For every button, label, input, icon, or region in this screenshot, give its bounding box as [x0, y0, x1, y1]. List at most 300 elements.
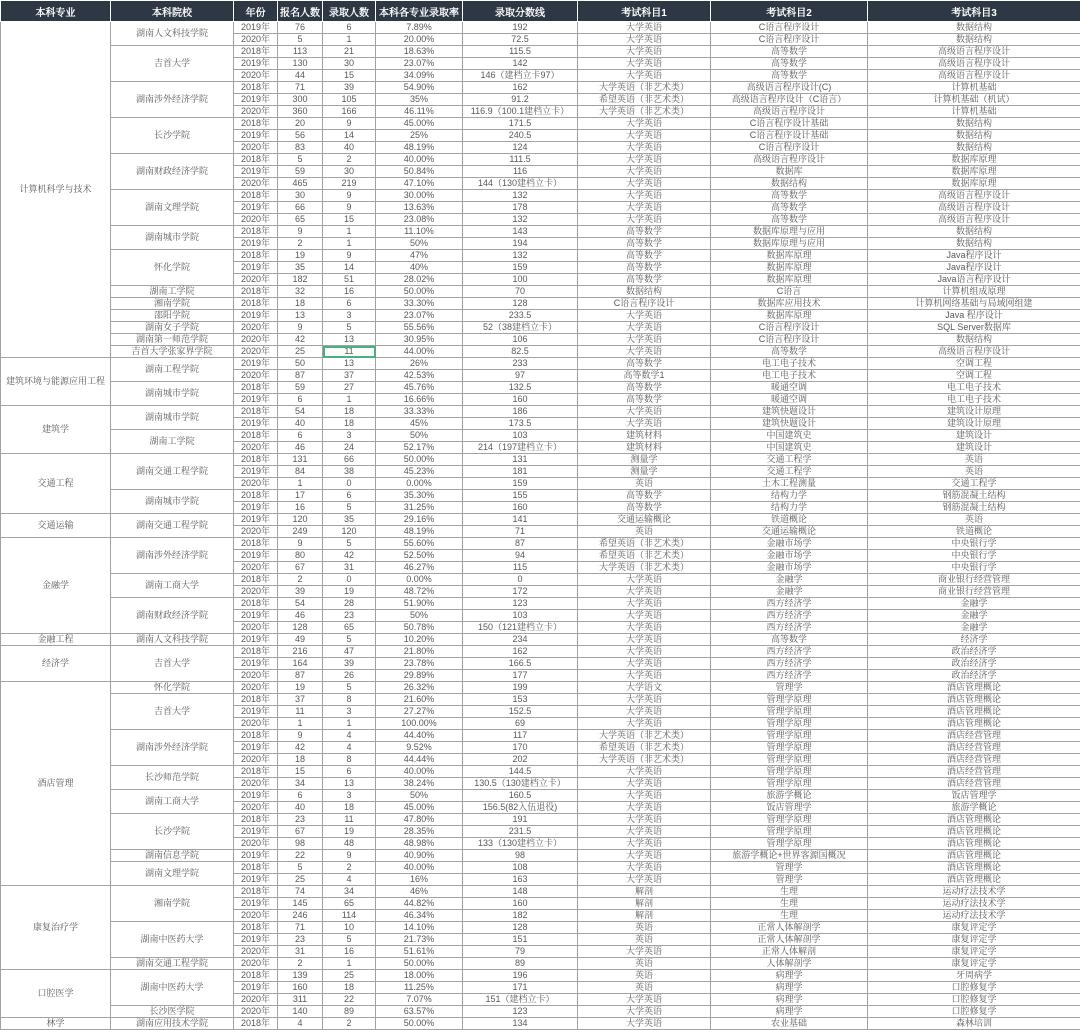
- applicants-cell[interactable]: 113: [278, 46, 323, 58]
- subject2-cell[interactable]: C语言程序设计: [711, 334, 868, 346]
- rate-cell[interactable]: 38.24%: [376, 778, 463, 790]
- subject2-cell[interactable]: 中国建筑史: [711, 442, 868, 454]
- subject1-cell[interactable]: 大学英语: [578, 850, 711, 862]
- subject3-cell[interactable]: 酒店管理概论: [868, 862, 1080, 874]
- scoreline-cell[interactable]: 94: [463, 550, 578, 562]
- subject1-cell[interactable]: 大学英语: [578, 22, 711, 34]
- subject2-cell[interactable]: 高等数学: [711, 202, 868, 214]
- year-cell[interactable]: 2018年: [234, 190, 278, 202]
- subject2-cell[interactable]: 正常人体解剖学: [711, 934, 868, 946]
- subject3-cell[interactable]: 中央银行学: [868, 562, 1080, 574]
- scoreline-cell[interactable]: 134: [463, 1018, 578, 1030]
- subject3-cell[interactable]: 计算机组成原理: [868, 286, 1080, 298]
- rate-cell[interactable]: 47%: [376, 250, 463, 262]
- scoreline-cell[interactable]: 151（建档立卡）: [463, 994, 578, 1006]
- rate-cell[interactable]: 45.00%: [376, 802, 463, 814]
- rate-cell[interactable]: 7.89%: [376, 22, 463, 34]
- applicants-cell[interactable]: 4: [278, 1018, 323, 1030]
- subject2-cell[interactable]: 高等数学: [711, 346, 868, 358]
- subject3-cell[interactable]: 商业银行经营管理: [868, 574, 1080, 586]
- subject3-cell[interactable]: 数据结构: [868, 226, 1080, 238]
- major-cell[interactable]: 计算机科学与技术: [1, 22, 111, 358]
- scoreline-cell[interactable]: 163: [463, 874, 578, 886]
- admitted-cell[interactable]: 30: [323, 166, 376, 178]
- subject3-cell[interactable]: 数据库原理: [868, 178, 1080, 190]
- scoreline-cell[interactable]: 79: [463, 946, 578, 958]
- subject2-cell[interactable]: 金融学: [711, 574, 868, 586]
- subject1-cell[interactable]: 高等数学: [578, 250, 711, 262]
- scoreline-cell[interactable]: 123: [463, 598, 578, 610]
- scoreline-cell[interactable]: 153: [463, 694, 578, 706]
- applicants-cell[interactable]: 5: [278, 34, 323, 46]
- subject1-cell[interactable]: 大学英语: [578, 598, 711, 610]
- subject1-cell[interactable]: 大学英语: [578, 166, 711, 178]
- school-cell[interactable]: 湖南人文科技学院: [111, 22, 234, 46]
- year-cell[interactable]: 2018年: [234, 766, 278, 778]
- scoreline-cell[interactable]: 171.5: [463, 118, 578, 130]
- applicants-cell[interactable]: 65: [278, 214, 323, 226]
- year-cell[interactable]: 2019年: [234, 706, 278, 718]
- subject1-cell[interactable]: 英语: [578, 970, 711, 982]
- applicants-cell[interactable]: 30: [278, 190, 323, 202]
- school-cell[interactable]: 湖南财政经济学院: [111, 154, 234, 190]
- subject2-cell[interactable]: 交通工程学: [711, 466, 868, 478]
- subject1-cell[interactable]: 大学英语: [578, 622, 711, 634]
- school-cell[interactable]: 湖南交通工程学院: [111, 958, 234, 970]
- subject1-cell[interactable]: 高等数学: [578, 238, 711, 250]
- subject1-cell[interactable]: 大学英语: [578, 706, 711, 718]
- scoreline-cell[interactable]: 71: [463, 526, 578, 538]
- subject2-cell[interactable]: C语言程序设计: [711, 322, 868, 334]
- subject1-cell[interactable]: 高等数学: [578, 394, 711, 406]
- admitted-cell[interactable]: 6: [323, 490, 376, 502]
- rate-cell[interactable]: 25%: [376, 130, 463, 142]
- scoreline-cell[interactable]: 182: [463, 910, 578, 922]
- subject3-cell[interactable]: 商业银行经营管理: [868, 586, 1080, 598]
- rate-cell[interactable]: 0.00%: [376, 574, 463, 586]
- subject1-cell[interactable]: 高等数学: [578, 502, 711, 514]
- subject1-cell[interactable]: 大学英语（非艺术类）: [578, 754, 711, 766]
- scoreline-cell[interactable]: 100: [463, 274, 578, 286]
- rate-cell[interactable]: 44.40%: [376, 730, 463, 742]
- admitted-cell[interactable]: 9: [323, 850, 376, 862]
- major-cell[interactable]: 酒店管理: [1, 682, 111, 886]
- rate-cell[interactable]: 40.90%: [376, 850, 463, 862]
- subject2-cell[interactable]: 管理学原理: [711, 838, 868, 850]
- subject2-cell[interactable]: 旅游学概论+世界客源国概况: [711, 850, 868, 862]
- school-cell[interactable]: 湖南工商大学: [111, 574, 234, 598]
- scoreline-cell[interactable]: 116: [463, 166, 578, 178]
- school-cell[interactable]: 湖南应用技术学院: [111, 1018, 234, 1030]
- applicants-cell[interactable]: 16: [278, 502, 323, 514]
- school-cell[interactable]: 长沙学院: [111, 118, 234, 154]
- year-cell[interactable]: 2020年: [234, 346, 278, 358]
- rate-cell[interactable]: 50%: [376, 610, 463, 622]
- subject2-cell[interactable]: 饭店管理学: [711, 802, 868, 814]
- school-cell[interactable]: 湖南城市学院: [111, 226, 234, 250]
- scoreline-cell[interactable]: 115.5: [463, 46, 578, 58]
- school-cell[interactable]: 湖南财政经济学院: [111, 598, 234, 634]
- applicants-cell[interactable]: 9: [278, 322, 323, 334]
- admitted-cell[interactable]: 4: [323, 730, 376, 742]
- subject2-cell[interactable]: 西方经济学: [711, 670, 868, 682]
- subject2-cell[interactable]: 生理: [711, 910, 868, 922]
- subject1-cell[interactable]: 测量学: [578, 454, 711, 466]
- admitted-cell[interactable]: 10: [323, 922, 376, 934]
- year-cell[interactable]: 2019年: [234, 58, 278, 70]
- subject2-cell[interactable]: C语言程序设计: [711, 22, 868, 34]
- rate-cell[interactable]: 10.20%: [376, 634, 463, 646]
- rate-cell[interactable]: 50.00%: [376, 1018, 463, 1030]
- applicants-cell[interactable]: 300: [278, 94, 323, 106]
- subject3-cell[interactable]: 电工电子技术: [868, 394, 1080, 406]
- subject1-cell[interactable]: 大学英语: [578, 646, 711, 658]
- subject1-cell[interactable]: 大学英语: [578, 574, 711, 586]
- subject1-cell[interactable]: 大学英语: [578, 862, 711, 874]
- applicants-cell[interactable]: 56: [278, 130, 323, 142]
- school-cell[interactable]: 湖南信息学院: [111, 850, 234, 862]
- rate-cell[interactable]: 14.10%: [376, 922, 463, 934]
- rate-cell[interactable]: 46.34%: [376, 910, 463, 922]
- applicants-cell[interactable]: 44: [278, 70, 323, 82]
- applicants-cell[interactable]: 49: [278, 634, 323, 646]
- applicants-cell[interactable]: 6: [278, 394, 323, 406]
- applicants-cell[interactable]: 71: [278, 82, 323, 94]
- admitted-cell[interactable]: 21: [323, 46, 376, 58]
- subject2-cell[interactable]: 数据库原理与应用: [711, 238, 868, 250]
- subject3-cell[interactable]: 英语: [868, 514, 1080, 526]
- subject2-cell[interactable]: 管理学原理: [711, 826, 868, 838]
- subject2-cell[interactable]: 管理学原理: [711, 766, 868, 778]
- rate-cell[interactable]: 50%: [376, 238, 463, 250]
- admitted-cell[interactable]: 4: [323, 874, 376, 886]
- year-cell[interactable]: 2020年: [234, 958, 278, 970]
- subject1-cell[interactable]: 大学英语: [578, 766, 711, 778]
- scoreline-cell[interactable]: 117: [463, 730, 578, 742]
- scoreline-cell[interactable]: 170: [463, 742, 578, 754]
- applicants-cell[interactable]: 83: [278, 142, 323, 154]
- subject3-cell[interactable]: 酒店管理概论: [868, 874, 1080, 886]
- subject1-cell[interactable]: 大学英语（非艺术类）: [578, 106, 711, 118]
- year-cell[interactable]: 2020年: [234, 478, 278, 490]
- scoreline-cell[interactable]: 172: [463, 586, 578, 598]
- subject2-cell[interactable]: 高等数学: [711, 634, 868, 646]
- rate-cell[interactable]: 45.23%: [376, 466, 463, 478]
- year-cell[interactable]: 2018年: [234, 286, 278, 298]
- subject1-cell[interactable]: 大学英语: [578, 670, 711, 682]
- subject2-cell[interactable]: 数据库原理: [711, 310, 868, 322]
- scoreline-cell[interactable]: 192: [463, 22, 578, 34]
- year-cell[interactable]: 2019年: [234, 934, 278, 946]
- subject2-cell[interactable]: C语言程序设计: [711, 34, 868, 46]
- subject3-cell[interactable]: 数据结构: [868, 34, 1080, 46]
- subject2-cell[interactable]: 西方经济学: [711, 598, 868, 610]
- subject1-cell[interactable]: 大学英语: [578, 718, 711, 730]
- year-cell[interactable]: 2018年: [234, 970, 278, 982]
- subject2-cell[interactable]: 金融市场学: [711, 562, 868, 574]
- admitted-cell[interactable]: 1: [323, 238, 376, 250]
- subject1-cell[interactable]: 大学英语（非艺术类）: [578, 82, 711, 94]
- rate-cell[interactable]: 23.07%: [376, 310, 463, 322]
- subject2-cell[interactable]: 管理学原理: [711, 778, 868, 790]
- subject3-cell[interactable]: 建筑设计原理: [868, 418, 1080, 430]
- year-cell[interactable]: 2019年: [234, 850, 278, 862]
- admitted-cell[interactable]: 0: [323, 478, 376, 490]
- subject2-cell[interactable]: 高级语言程序设计: [711, 106, 868, 118]
- school-cell[interactable]: 长沙学院: [111, 814, 234, 850]
- admitted-cell[interactable]: 27: [323, 382, 376, 394]
- school-cell[interactable]: 湖南城市学院: [111, 382, 234, 406]
- year-cell[interactable]: 2018年: [234, 598, 278, 610]
- year-cell[interactable]: 2019年: [234, 358, 278, 370]
- subject1-cell[interactable]: 大学英语: [578, 610, 711, 622]
- applicants-cell[interactable]: 37: [278, 694, 323, 706]
- applicants-cell[interactable]: 6: [278, 430, 323, 442]
- subject2-cell[interactable]: 管理学原理: [711, 742, 868, 754]
- year-cell[interactable]: 2020年: [234, 526, 278, 538]
- rate-cell[interactable]: 18.00%: [376, 970, 463, 982]
- year-cell[interactable]: 2019年: [234, 130, 278, 142]
- subject2-cell[interactable]: 西方经济学: [711, 622, 868, 634]
- admitted-cell[interactable]: 39: [323, 658, 376, 670]
- rate-cell[interactable]: 52.50%: [376, 550, 463, 562]
- subject1-cell[interactable]: 大学英语: [578, 994, 711, 1006]
- subject1-cell[interactable]: 英语: [578, 526, 711, 538]
- admitted-cell[interactable]: 114: [323, 910, 376, 922]
- scoreline-cell[interactable]: 196: [463, 970, 578, 982]
- rate-cell[interactable]: 45%: [376, 418, 463, 430]
- year-cell[interactable]: 2020年: [234, 670, 278, 682]
- scoreline-cell[interactable]: 98: [463, 850, 578, 862]
- subject3-cell[interactable]: 牙周病学: [868, 970, 1080, 982]
- subject2-cell[interactable]: 生理: [711, 886, 868, 898]
- admitted-cell[interactable]: 166: [323, 106, 376, 118]
- admitted-cell[interactable]: 0: [323, 574, 376, 586]
- subject3-cell[interactable]: 金融学: [868, 622, 1080, 634]
- subject3-cell[interactable]: 酒店经营管理: [868, 778, 1080, 790]
- scoreline-cell[interactable]: 72.5: [463, 34, 578, 46]
- subject2-cell[interactable]: 正常人体解剖学: [711, 922, 868, 934]
- subject1-cell[interactable]: 大学英语: [578, 142, 711, 154]
- school-cell[interactable]: 湖南城市学院: [111, 406, 234, 430]
- year-cell[interactable]: 2019年: [234, 658, 278, 670]
- rate-cell[interactable]: 20.00%: [376, 34, 463, 46]
- subject2-cell[interactable]: C语言: [711, 286, 868, 298]
- subject1-cell[interactable]: 高等数学: [578, 358, 711, 370]
- subject3-cell[interactable]: 经济学: [868, 634, 1080, 646]
- admitted-cell[interactable]: 23: [323, 610, 376, 622]
- applicants-cell[interactable]: 140: [278, 1006, 323, 1018]
- subject3-cell[interactable]: 酒店管理概论: [868, 718, 1080, 730]
- subject3-cell[interactable]: 酒店经营管理: [868, 754, 1080, 766]
- subject3-cell[interactable]: 建筑设计原理: [868, 406, 1080, 418]
- scoreline-cell[interactable]: 146（建档立卡97）: [463, 70, 578, 82]
- school-cell[interactable]: 湖南女子学院: [111, 322, 234, 334]
- subject3-cell[interactable]: Java程序设计: [868, 250, 1080, 262]
- year-cell[interactable]: 2019年: [234, 790, 278, 802]
- subject1-cell[interactable]: 大学英语: [578, 154, 711, 166]
- year-cell[interactable]: 2020年: [234, 370, 278, 382]
- scoreline-cell[interactable]: 194: [463, 238, 578, 250]
- subject1-cell[interactable]: 大学英语: [578, 778, 711, 790]
- rate-cell[interactable]: 21.73%: [376, 934, 463, 946]
- subject2-cell[interactable]: 西方经济学: [711, 646, 868, 658]
- major-cell[interactable]: 金融学: [1, 538, 111, 634]
- rate-cell[interactable]: 42.53%: [376, 370, 463, 382]
- rate-cell[interactable]: 45.76%: [376, 382, 463, 394]
- admitted-cell[interactable]: 5: [323, 634, 376, 646]
- applicants-cell[interactable]: 84: [278, 466, 323, 478]
- year-cell[interactable]: 2020年: [234, 682, 278, 694]
- scoreline-cell[interactable]: 202: [463, 754, 578, 766]
- subject1-cell[interactable]: 大学英语: [578, 418, 711, 430]
- year-cell[interactable]: 2019年: [234, 238, 278, 250]
- subject3-cell[interactable]: 数据结构: [868, 130, 1080, 142]
- applicants-cell[interactable]: 360: [278, 106, 323, 118]
- subject3-cell[interactable]: 高级语言程序设计: [868, 346, 1080, 358]
- subject2-cell[interactable]: 数据结构: [711, 178, 868, 190]
- subject3-cell[interactable]: 计算机网络基础与局域网组建: [868, 298, 1080, 310]
- subject1-cell[interactable]: 高等数学1: [578, 370, 711, 382]
- year-cell[interactable]: 2018年: [234, 46, 278, 58]
- admitted-cell[interactable]: 18: [323, 418, 376, 430]
- rate-cell[interactable]: 51.61%: [376, 946, 463, 958]
- scoreline-cell[interactable]: 178: [463, 202, 578, 214]
- scoreline-cell[interactable]: 52（38建档立卡）: [463, 322, 578, 334]
- subject3-cell[interactable]: 旅游学概论: [868, 802, 1080, 814]
- admitted-cell[interactable]: 24: [323, 442, 376, 454]
- scoreline-cell[interactable]: 162: [463, 646, 578, 658]
- subject3-cell[interactable]: 政治经济学: [868, 658, 1080, 670]
- subject3-cell[interactable]: 酒店管理概论: [868, 682, 1080, 694]
- admitted-cell[interactable]: 18: [323, 802, 376, 814]
- admitted-cell[interactable]: 9: [323, 118, 376, 130]
- subject3-cell[interactable]: 政治经济学: [868, 646, 1080, 658]
- rate-cell[interactable]: 46%: [376, 886, 463, 898]
- subject1-cell[interactable]: 希望英语（非艺术类）: [578, 742, 711, 754]
- scoreline-cell[interactable]: 128: [463, 922, 578, 934]
- applicants-cell[interactable]: 20: [278, 118, 323, 130]
- subject2-cell[interactable]: 电工电子技术: [711, 358, 868, 370]
- subject3-cell[interactable]: 交通工程学: [868, 478, 1080, 490]
- subject3-cell[interactable]: 数据结构: [868, 22, 1080, 34]
- subject3-cell[interactable]: 口腔修复学: [868, 982, 1080, 994]
- subject2-cell[interactable]: 高等数学: [711, 58, 868, 70]
- school-cell[interactable]: 湖南文理学院: [111, 862, 234, 886]
- applicants-cell[interactable]: 23: [278, 934, 323, 946]
- subject2-cell[interactable]: 高等数学: [711, 214, 868, 226]
- year-cell[interactable]: 2018年: [234, 406, 278, 418]
- subject1-cell[interactable]: 大学英语: [578, 694, 711, 706]
- admitted-cell[interactable]: 5: [323, 682, 376, 694]
- applicants-cell[interactable]: 40: [278, 418, 323, 430]
- subject2-cell[interactable]: 结构力学: [711, 502, 868, 514]
- subject3-cell[interactable]: 数据库原理: [868, 154, 1080, 166]
- rate-cell[interactable]: 29.16%: [376, 514, 463, 526]
- admitted-cell[interactable]: 37: [323, 370, 376, 382]
- subject3-cell[interactable]: 运动疗法技术学: [868, 886, 1080, 898]
- school-cell[interactable]: 怀化学院: [111, 250, 234, 286]
- rate-cell[interactable]: 35%: [376, 94, 463, 106]
- admitted-cell[interactable]: 5: [323, 322, 376, 334]
- scoreline-cell[interactable]: 69: [463, 718, 578, 730]
- school-cell[interactable]: 湖南中医药大学: [111, 922, 234, 958]
- subject3-cell[interactable]: 英语: [868, 454, 1080, 466]
- year-cell[interactable]: 2018年: [234, 490, 278, 502]
- applicants-cell[interactable]: 160: [278, 982, 323, 994]
- applicants-cell[interactable]: 40: [278, 802, 323, 814]
- applicants-cell[interactable]: 9: [278, 730, 323, 742]
- subject3-cell[interactable]: 运动疗法技术学: [868, 898, 1080, 910]
- year-cell[interactable]: 2019年: [234, 610, 278, 622]
- scoreline-cell[interactable]: 150（121建档立卡）: [463, 622, 578, 634]
- rate-cell[interactable]: 11.10%: [376, 226, 463, 238]
- school-cell[interactable]: 湖南文理学院: [111, 190, 234, 226]
- scoreline-cell[interactable]: 143: [463, 226, 578, 238]
- applicants-cell[interactable]: 5: [278, 154, 323, 166]
- admitted-cell[interactable]: 2: [323, 862, 376, 874]
- scoreline-cell[interactable]: 160: [463, 898, 578, 910]
- admitted-cell[interactable]: 5: [323, 538, 376, 550]
- subject3-cell[interactable]: 高级语言程序设计: [868, 46, 1080, 58]
- subject1-cell[interactable]: 希望英语（非艺术类）: [578, 538, 711, 550]
- subject2-cell[interactable]: 数据库: [711, 166, 868, 178]
- subject1-cell[interactable]: 大学英语: [578, 130, 711, 142]
- scoreline-cell[interactable]: 131: [463, 454, 578, 466]
- admitted-cell[interactable]: 3: [323, 790, 376, 802]
- rate-cell[interactable]: 50.00%: [376, 958, 463, 970]
- scoreline-cell[interactable]: 141: [463, 514, 578, 526]
- scoreline-cell[interactable]: 151: [463, 934, 578, 946]
- admitted-cell[interactable]: 31: [323, 562, 376, 574]
- rate-cell[interactable]: 51.90%: [376, 598, 463, 610]
- major-cell[interactable]: 经济学: [1, 646, 111, 682]
- applicants-cell[interactable]: 17: [278, 490, 323, 502]
- subject3-cell[interactable]: 建筑设计: [868, 430, 1080, 442]
- year-cell[interactable]: 2019年: [234, 550, 278, 562]
- school-cell[interactable]: 吉首大学: [111, 46, 234, 82]
- subject1-cell[interactable]: 数据结构: [578, 286, 711, 298]
- scoreline-cell[interactable]: 132.5: [463, 382, 578, 394]
- applicants-cell[interactable]: 59: [278, 166, 323, 178]
- admitted-cell[interactable]: 219: [323, 178, 376, 190]
- scoreline-cell[interactable]: 132: [463, 250, 578, 262]
- year-cell[interactable]: 2019年: [234, 898, 278, 910]
- admitted-cell[interactable]: 1: [323, 226, 376, 238]
- applicants-cell[interactable]: 74: [278, 886, 323, 898]
- admitted-cell[interactable]: 2: [323, 154, 376, 166]
- school-cell[interactable]: 吉首大学: [111, 694, 234, 730]
- admitted-cell[interactable]: 9: [323, 190, 376, 202]
- scoreline-cell[interactable]: 130.5（130建档立卡）: [463, 778, 578, 790]
- scoreline-cell[interactable]: 159: [463, 262, 578, 274]
- subject2-cell[interactable]: 管理学: [711, 682, 868, 694]
- scoreline-cell[interactable]: 159: [463, 478, 578, 490]
- subject1-cell[interactable]: 大学英语: [578, 826, 711, 838]
- subject3-cell[interactable]: 铁道概论: [868, 526, 1080, 538]
- scoreline-cell[interactable]: 160: [463, 502, 578, 514]
- subject3-cell[interactable]: 康复评定学: [868, 934, 1080, 946]
- applicants-cell[interactable]: 25: [278, 346, 323, 358]
- subject1-cell[interactable]: 解剖: [578, 910, 711, 922]
- major-cell[interactable]: 金融工程: [1, 634, 111, 646]
- applicants-cell[interactable]: 87: [278, 370, 323, 382]
- year-cell[interactable]: 2019年: [234, 634, 278, 646]
- subject1-cell[interactable]: 建筑材料: [578, 442, 711, 454]
- rate-cell[interactable]: 26.32%: [376, 682, 463, 694]
- applicants-cell[interactable]: 59: [278, 382, 323, 394]
- subject1-cell[interactable]: 希望英语（非艺术类）: [578, 94, 711, 106]
